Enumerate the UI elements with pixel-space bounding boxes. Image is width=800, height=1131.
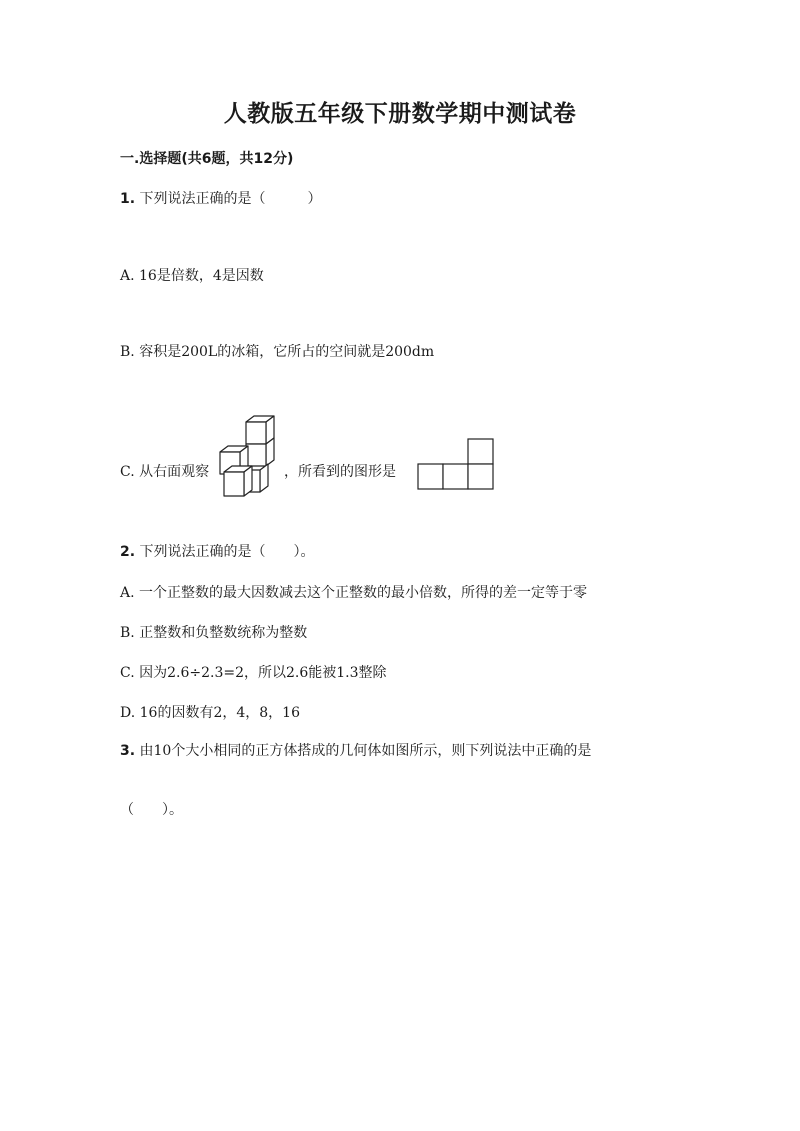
question-2-option-a: A. 一个正整数的最大因数减去这个正整数的最小倍数，所得的差一定等于零: [120, 585, 588, 601]
question-2-text: 下列说法正确的是（ ）。: [139, 544, 315, 560]
question-2: [120, 541, 315, 561]
question-2-option-b: B. 正整数和负整数统称为整数: [120, 625, 308, 641]
section-heading: 一.选择题(共6题，共12分): [120, 151, 294, 167]
question-1-number: 1.: [120, 191, 136, 207]
question-1-option-c-suffix: ，所看到的图形是: [284, 464, 396, 480]
question-3-text: 由10个大小相同的正方体搭成的几何体如图所示，则下列说法中正确的是: [139, 743, 592, 759]
question-1-option-a: A. 16是倍数，4是因数: [120, 268, 264, 284]
cube-stack-figure: [216, 412, 276, 502]
question-1-text: 下列说法正确的是（ ）: [139, 191, 322, 207]
question-1-option-c-prefix: C. 从右面观察: [120, 464, 210, 480]
question-2-number: 2.: [120, 544, 136, 560]
question-3: [120, 740, 591, 760]
question-3-tail: （ ）。: [120, 802, 183, 818]
question-2-option-c: C. 因为2.6÷2.3=2，所以2.6能被1.3整除: [120, 665, 387, 681]
page-title: 人教版五年级下册数学期中测试卷: [223, 101, 577, 127]
question-1-option-b: B. 容积是200L的冰箱，它所占的空间就是200dm: [120, 344, 435, 360]
question-1: [120, 188, 322, 208]
question-3-number: 3.: [120, 743, 136, 759]
question-2-option-d: D. 16的因数有2，4，8，16: [120, 705, 300, 721]
right-view-figure: [416, 437, 496, 493]
